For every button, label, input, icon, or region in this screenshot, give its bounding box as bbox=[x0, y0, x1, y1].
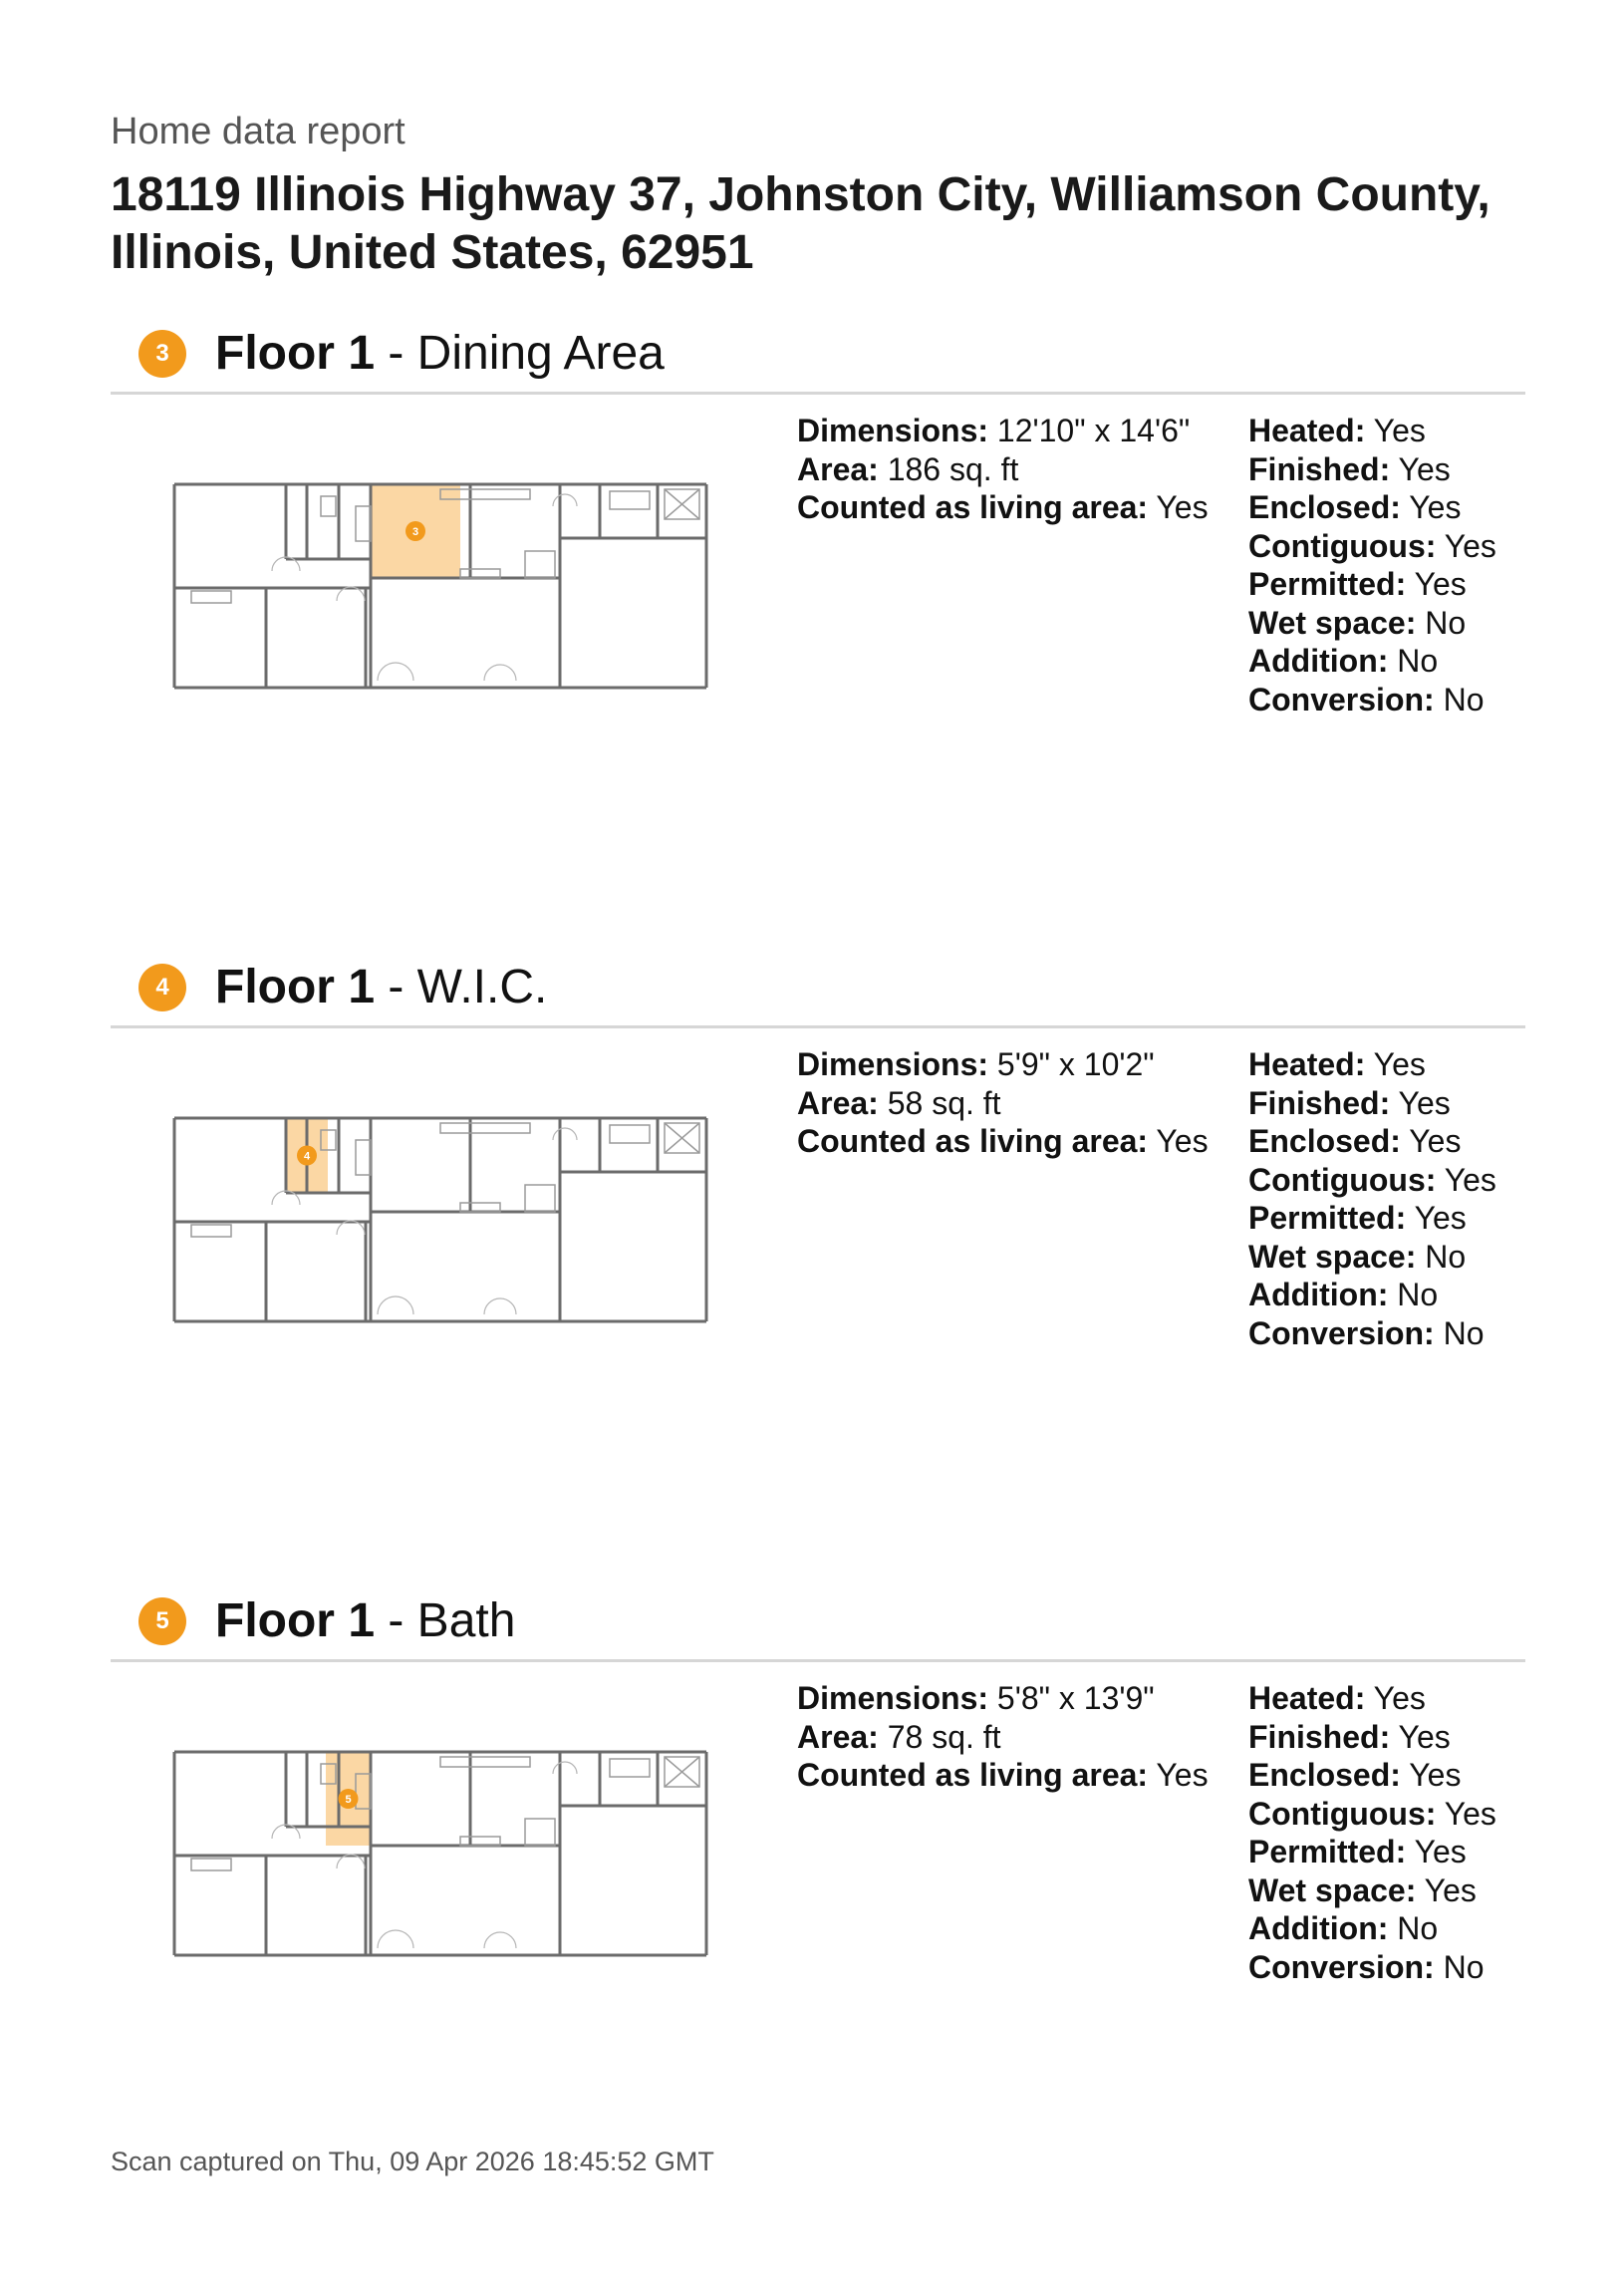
conversion-label: Conversion: bbox=[1248, 1948, 1435, 1985]
conversion-label: Conversion: bbox=[1248, 1314, 1435, 1351]
contiguous-label: Contiguous: bbox=[1248, 1161, 1437, 1198]
section-divider bbox=[111, 1659, 1525, 1662]
enclosed-value: Yes bbox=[1409, 1123, 1462, 1159]
enclosed-label: Enclosed: bbox=[1248, 1123, 1401, 1159]
wet-space-row bbox=[1248, 604, 1496, 643]
fixture bbox=[356, 1140, 371, 1175]
room-name: Dining Area bbox=[416, 327, 665, 380]
contiguous-value: Yes bbox=[1444, 1161, 1496, 1198]
wet-space-label: Wet space: bbox=[1248, 1238, 1417, 1275]
section-divider bbox=[111, 392, 1525, 395]
room-number-badge: 5 bbox=[138, 1597, 186, 1645]
contiguous-row bbox=[1248, 1161, 1496, 1200]
conversion-row bbox=[1248, 1948, 1496, 1987]
heated-label: Heated: bbox=[1248, 1680, 1366, 1716]
living-area-value: Yes bbox=[1156, 489, 1209, 525]
heated-value: Yes bbox=[1373, 1046, 1426, 1082]
dimensions-value: 12'10" x 14'6" bbox=[996, 413, 1191, 448]
fixture bbox=[191, 1225, 231, 1237]
addition-label: Addition: bbox=[1248, 1277, 1389, 1312]
fixture bbox=[356, 506, 371, 541]
room-title bbox=[215, 960, 547, 1015]
contiguous-label: Contiguous: bbox=[1248, 527, 1437, 564]
enclosed-row bbox=[1248, 1122, 1496, 1161]
addition-value: No bbox=[1397, 643, 1439, 679]
room-section-dining-area bbox=[0, 327, 1623, 888]
wet-space-label: Wet space: bbox=[1248, 1871, 1417, 1908]
area-row bbox=[797, 450, 1209, 489]
fixture bbox=[440, 1757, 530, 1767]
wet-space-value: No bbox=[1425, 604, 1467, 641]
finished-value: Yes bbox=[1398, 1718, 1451, 1755]
addition-value: No bbox=[1397, 1910, 1439, 1946]
conversion-value: No bbox=[1443, 1314, 1485, 1351]
dimensions-row bbox=[797, 412, 1209, 450]
door-swing bbox=[484, 1932, 516, 1948]
wet-space-row bbox=[1248, 1871, 1496, 1910]
conversion-value: No bbox=[1443, 681, 1485, 718]
living-area-value: Yes bbox=[1156, 1757, 1209, 1793]
door-swing bbox=[484, 1298, 516, 1314]
heated-row bbox=[1248, 412, 1496, 450]
fixture bbox=[525, 1185, 555, 1212]
door-swing bbox=[378, 663, 413, 681]
door-swing bbox=[553, 1762, 577, 1774]
permitted-value: Yes bbox=[1414, 566, 1467, 602]
finished-row bbox=[1248, 1718, 1496, 1757]
area-label: Area: bbox=[797, 1084, 879, 1121]
enclosed-value: Yes bbox=[1409, 1757, 1462, 1793]
finished-row bbox=[1248, 450, 1496, 489]
dimensions-value: 5'8" x 13'9" bbox=[996, 1680, 1155, 1716]
title-separator: - bbox=[375, 1594, 417, 1647]
permitted-row bbox=[1248, 565, 1496, 604]
living-area-row bbox=[797, 1756, 1209, 1795]
floor-plan bbox=[171, 481, 709, 691]
heated-row bbox=[1248, 1679, 1496, 1718]
permitted-label: Permitted: bbox=[1248, 1834, 1407, 1869]
room-number-badge: 4 bbox=[138, 964, 186, 1011]
enclosed-row bbox=[1248, 1756, 1496, 1795]
addition-row bbox=[1248, 1909, 1496, 1948]
enclosed-value: Yes bbox=[1409, 489, 1462, 525]
heated-label: Heated: bbox=[1248, 413, 1366, 448]
fixture bbox=[610, 1759, 650, 1777]
area-label: Area: bbox=[797, 1718, 879, 1755]
floor-plan bbox=[171, 1749, 709, 1958]
room-attributes bbox=[1248, 412, 1496, 718]
door-swing bbox=[378, 1296, 413, 1314]
room-floor: Floor 1 bbox=[215, 961, 376, 1013]
finished-label: Finished: bbox=[1248, 450, 1391, 487]
room-section-wic bbox=[0, 961, 1623, 1522]
conversion-row bbox=[1248, 1314, 1496, 1353]
heated-label: Heated: bbox=[1248, 1046, 1366, 1082]
area-value: 78 sq. ft bbox=[887, 1718, 1001, 1755]
enclosed-label: Enclosed: bbox=[1248, 1757, 1401, 1793]
living-area-row bbox=[797, 488, 1209, 527]
permitted-value: Yes bbox=[1414, 1200, 1467, 1236]
addition-row bbox=[1248, 1276, 1496, 1314]
area-row bbox=[797, 1084, 1209, 1123]
door-swing bbox=[378, 1930, 413, 1948]
contiguous-label: Contiguous: bbox=[1248, 1795, 1437, 1832]
fixture bbox=[610, 1125, 650, 1143]
contiguous-row bbox=[1248, 1795, 1496, 1834]
room-attributes bbox=[1248, 1045, 1496, 1352]
permitted-row bbox=[1248, 1199, 1496, 1238]
property-address: 18119 Illinois Highway 37, Johnston City, Williamson County, Illinois, United States, 62951 bbox=[111, 168, 1490, 279]
finished-label: Finished: bbox=[1248, 1718, 1391, 1755]
scan-timestamp: Scan captured on Thu, 09 Apr 2026 18:45:52 GMT bbox=[111, 2147, 714, 2176]
room-title bbox=[215, 326, 665, 382]
fixture bbox=[191, 1859, 231, 1870]
living-area-value: Yes bbox=[1156, 1123, 1209, 1159]
section-divider bbox=[111, 1025, 1525, 1028]
wet-space-value: Yes bbox=[1424, 1871, 1477, 1908]
conversion-row bbox=[1248, 681, 1496, 719]
fixture bbox=[525, 1819, 555, 1846]
finished-value: Yes bbox=[1398, 450, 1451, 487]
dimensions-label: Dimensions: bbox=[797, 413, 989, 448]
finished-value: Yes bbox=[1398, 1084, 1451, 1121]
conversion-value: No bbox=[1443, 1948, 1485, 1985]
heated-value: Yes bbox=[1373, 413, 1426, 448]
contiguous-row bbox=[1248, 527, 1496, 566]
room-section-bath bbox=[0, 1594, 1623, 2155]
heated-value: Yes bbox=[1373, 1680, 1426, 1716]
fixture bbox=[321, 496, 336, 516]
dimensions-value: 5'9" x 10'2" bbox=[996, 1046, 1155, 1082]
room-title bbox=[215, 1593, 515, 1649]
addition-label: Addition: bbox=[1248, 643, 1389, 679]
wet-space-value: No bbox=[1425, 1238, 1467, 1275]
contiguous-value: Yes bbox=[1444, 527, 1496, 564]
title-separator: - bbox=[375, 327, 417, 380]
dimensions-label: Dimensions: bbox=[797, 1680, 989, 1716]
area-value: 186 sq. ft bbox=[887, 450, 1019, 487]
living-area-label: Counted as living area: bbox=[797, 1757, 1149, 1793]
conversion-label: Conversion: bbox=[1248, 681, 1435, 718]
fixture bbox=[191, 591, 231, 603]
heated-row bbox=[1248, 1045, 1496, 1084]
addition-value: No bbox=[1397, 1277, 1439, 1312]
contiguous-value: Yes bbox=[1444, 1795, 1496, 1832]
dimensions-row bbox=[797, 1045, 1209, 1084]
room-marker-label: 4 bbox=[303, 1150, 311, 1163]
room-measurements bbox=[797, 1679, 1209, 1795]
fixture bbox=[440, 1123, 530, 1133]
room-number-badge: 3 bbox=[138, 330, 186, 378]
door-swing bbox=[484, 665, 516, 681]
living-area-row bbox=[797, 1122, 1209, 1161]
room-marker-label: 3 bbox=[411, 526, 419, 538]
room-floor: Floor 1 bbox=[215, 327, 376, 380]
door-swing bbox=[553, 1128, 577, 1140]
permitted-label: Permitted: bbox=[1248, 566, 1407, 602]
room-marker-label: 5 bbox=[345, 1794, 352, 1806]
addition-row bbox=[1248, 642, 1496, 681]
enclosed-row bbox=[1248, 488, 1496, 527]
addition-label: Addition: bbox=[1248, 1910, 1389, 1946]
title-separator: - bbox=[375, 961, 417, 1013]
floor-plan bbox=[171, 1115, 709, 1324]
room-attributes bbox=[1248, 1679, 1496, 1986]
room-name: Bath bbox=[416, 1594, 516, 1647]
fixture bbox=[525, 551, 555, 578]
report-label: Home data report bbox=[111, 111, 406, 152]
permitted-row bbox=[1248, 1833, 1496, 1871]
room-name: W.I.C. bbox=[416, 961, 548, 1013]
fixture bbox=[610, 491, 650, 509]
area-label: Area: bbox=[797, 450, 879, 487]
finished-row bbox=[1248, 1084, 1496, 1123]
room-measurements bbox=[797, 412, 1209, 527]
permitted-label: Permitted: bbox=[1248, 1200, 1407, 1236]
door-swing bbox=[553, 494, 577, 506]
permitted-value: Yes bbox=[1414, 1834, 1467, 1869]
living-area-label: Counted as living area: bbox=[797, 1123, 1149, 1159]
wet-space-row bbox=[1248, 1238, 1496, 1277]
room-floor: Floor 1 bbox=[215, 1594, 376, 1647]
living-area-label: Counted as living area: bbox=[797, 489, 1149, 525]
dimensions-label: Dimensions: bbox=[797, 1046, 989, 1082]
area-value: 58 sq. ft bbox=[887, 1084, 1001, 1121]
wet-space-label: Wet space: bbox=[1248, 604, 1417, 641]
area-row bbox=[797, 1718, 1209, 1757]
enclosed-label: Enclosed: bbox=[1248, 489, 1401, 525]
finished-label: Finished: bbox=[1248, 1084, 1391, 1121]
room-measurements bbox=[797, 1045, 1209, 1161]
dimensions-row bbox=[797, 1679, 1209, 1718]
